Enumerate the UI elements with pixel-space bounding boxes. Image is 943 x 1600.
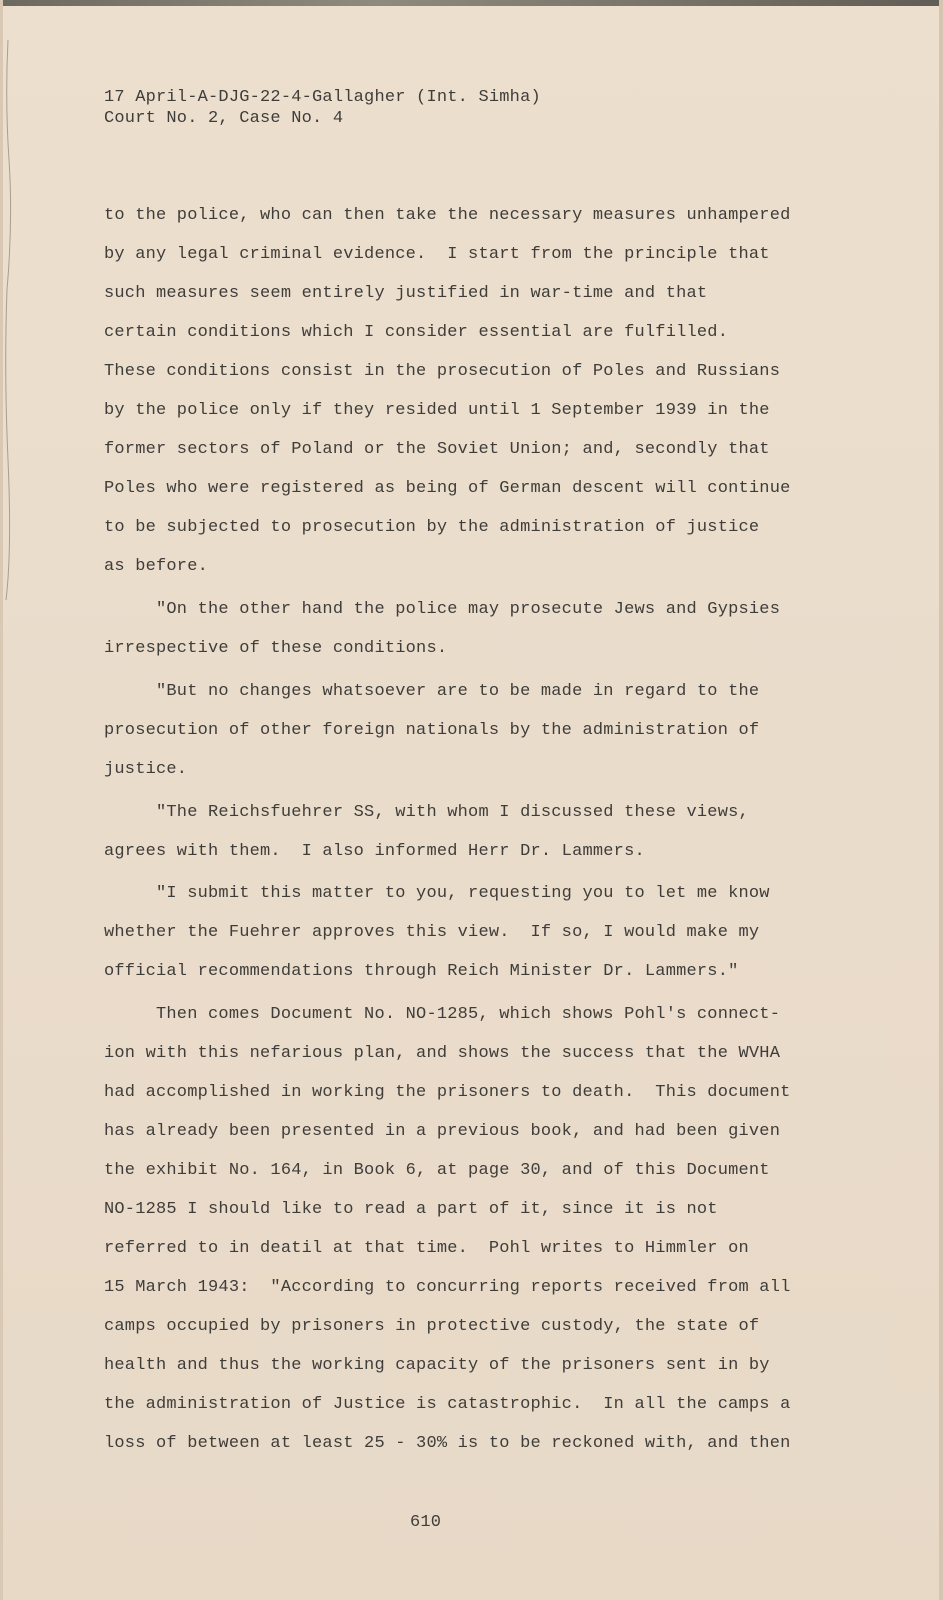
body-line: by any legal criminal evidence. I start from the principle that: [104, 245, 770, 264]
body-line: Then comes Document No. NO-1285, which shows Pohl's connect-: [104, 1005, 781, 1024]
body-line: to be subjected to prosecution by the administration of justice: [104, 518, 760, 537]
page-right-edge: [939, 0, 943, 1600]
body-line: camps occupied by prisoners in protective custody, the state of: [104, 1317, 760, 1336]
body-line: "I submit this matter to you, requesting you to let me know: [104, 884, 770, 903]
body-line: had accomplished in working the prisoners to death. This document: [104, 1083, 791, 1102]
body-line: "On the other hand the police may prosecute Jews and Gypsies: [104, 600, 781, 619]
body-line: Poles who were registered as being of German descent will continue: [104, 479, 791, 498]
body-line: certain conditions which I consider essential are fulfilled.: [104, 323, 729, 342]
header-court-number: Court No. 2, Case No. 4: [104, 109, 344, 128]
body-line: These conditions consist in the prosecution of Poles and Russians: [104, 362, 781, 381]
body-line: official recommendations through Reich Minister Dr. Lammers.": [104, 962, 739, 981]
body-line: prosecution of other foreign nationals by the administration of: [104, 721, 760, 740]
body-line: loss of between at least 25 - 30% is to be reckoned with, and then: [104, 1434, 791, 1453]
body-line: such measures seem entirely justified in war-time and that: [104, 284, 708, 303]
body-line: whether the Fuehrer approves this view. If so, I would make my: [104, 923, 760, 942]
body-line: "But no changes whatsoever are to be made in regard to the: [104, 682, 760, 701]
body-line: referred to in deatil at that time. Pohl writes to Himmler on: [104, 1239, 749, 1258]
body-line: NO-1285 I should like to read a part of it, since it is not: [104, 1200, 718, 1219]
body-line: agrees with them. I also informed Herr Dr. Lammers.: [104, 842, 645, 861]
body-line: justice.: [104, 760, 188, 779]
body-line: the administration of Justice is catastrophic. In all the camps a: [104, 1395, 791, 1414]
body-line: to the police, who can then take the necessary measures unhampered: [104, 206, 791, 225]
body-line: former sectors of Poland or the Soviet Union; and, secondly that: [104, 440, 770, 459]
body-line: as before.: [104, 557, 209, 576]
body-line: "The Reichsfuehrer SS, with whom I discussed these views,: [104, 803, 749, 822]
header-case-reference: 17 April-A-DJG-22-4-Gallagher (Int. Simha): [104, 88, 541, 107]
body-line: ion with this nefarious plan, and shows the success that the WVHA: [104, 1044, 781, 1063]
page-top-edge: [0, 0, 943, 6]
binding-marks: [0, 40, 20, 660]
page-number: 610: [410, 1513, 442, 1532]
body-line: health and thus the working capacity of the prisoners sent in by: [104, 1356, 770, 1375]
body-line: 15 March 1943: "According to concurring reports received from all: [104, 1278, 791, 1297]
body-line: irrespective of these conditions.: [104, 639, 448, 658]
body-line: by the police only if they resided until 1 September 1939 in the: [104, 401, 770, 420]
body-line: the exhibit No. 164, in Book 6, at page 30, and of this Document: [104, 1161, 770, 1180]
body-line: has already been presented in a previous book, and had been given: [104, 1122, 781, 1141]
